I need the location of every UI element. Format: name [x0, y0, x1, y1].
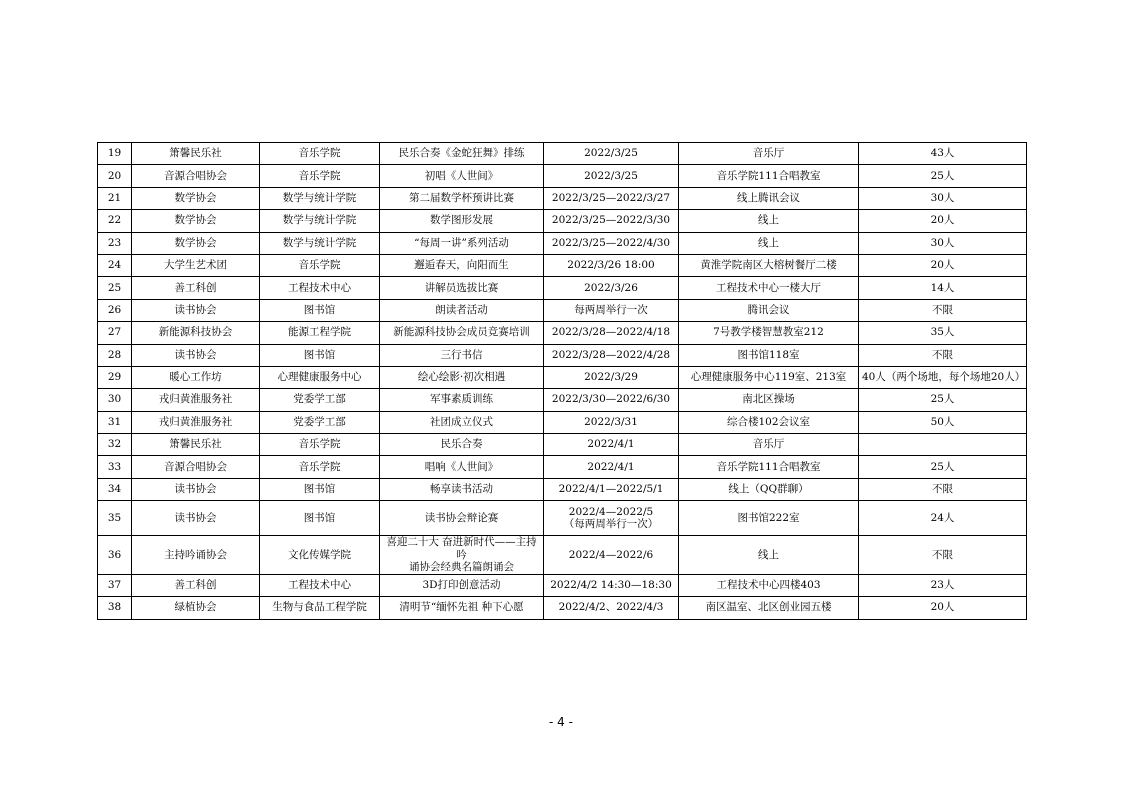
activity-time-cell: 2022/4/2 14:30—18:30 [544, 574, 679, 596]
activity-time-cell: 2022/4/1 [544, 434, 679, 456]
activity-time-cell: 2022/3/25—2022/4/30 [544, 232, 679, 254]
club-name-cell: 新能源科技协会 [132, 322, 260, 344]
activity-time-cell: 2022/4—2022/6 [544, 536, 679, 575]
club-name-cell: 读书协会 [132, 344, 260, 366]
club-name-cell: 绿植协会 [132, 597, 260, 619]
table-body [98, 143, 1027, 620]
activity-time-cell [544, 501, 679, 536]
table-row [98, 210, 1027, 232]
activity-place-cell: 工程技术中心一楼大厅 [679, 277, 859, 299]
supervising-unit-cell: 图书馆 [260, 501, 380, 536]
club-name-cell: 戎归黄淮服务社 [132, 411, 260, 433]
supervising-unit-cell: 工程技术中心 [260, 277, 380, 299]
supervising-unit-cell: 音乐学院 [260, 143, 380, 165]
participant-count-cell: 不限 [859, 299, 1027, 321]
club-name-cell: 暖心工作坊 [132, 366, 260, 388]
activity-place-cell: 音乐学院111合唱教室 [679, 165, 859, 187]
table-row [98, 344, 1027, 366]
supervising-unit-cell: 文化传媒学院 [260, 536, 380, 575]
activity-name-cell: 军事素质训练 [380, 389, 544, 411]
participant-count-cell: 不限 [859, 536, 1027, 575]
activity-name-cell: 读书协会辩论赛 [380, 501, 544, 536]
participant-count-cell: 20人 [859, 254, 1027, 276]
row-number-cell: 29 [98, 366, 132, 388]
activity-time-cell: 2022/3/25 [544, 143, 679, 165]
activity-name-cell: 绘心绘影·初次相遇 [380, 366, 544, 388]
activity-name-cell: 三行书信 [380, 344, 544, 366]
club-name-cell: 箫馨民乐社 [132, 143, 260, 165]
club-name-cell: 大学生艺术团 [132, 254, 260, 276]
participant-count-cell: 43人 [859, 143, 1027, 165]
row-number-cell: 24 [98, 254, 132, 276]
activity-name-cell: 新能源科技协会成员竞赛培训 [380, 322, 544, 344]
activity-place-cell: 音乐厅 [679, 434, 859, 456]
activity-name-cell: 讲解员选拔比赛 [380, 277, 544, 299]
activity-place-cell: 心理健康服务中心119室、213室 [679, 366, 859, 388]
club-name-cell: 数学协会 [132, 232, 260, 254]
table-row [98, 277, 1027, 299]
participant-count-cell: 20人 [859, 210, 1027, 232]
activity-name-line-1: 喜迎二十大 奋进新时代——主持吟 [386, 536, 537, 561]
activity-name-cell: 朗读者活动 [380, 299, 544, 321]
activity-place-cell: 7号教学楼智慧教室212 [679, 322, 859, 344]
activity-time-cell: 2022/3/29 [544, 366, 679, 388]
participant-count-cell [859, 434, 1027, 456]
row-number-cell: 23 [98, 232, 132, 254]
table-row [98, 574, 1027, 596]
club-name-cell: 箫馨民乐社 [132, 434, 260, 456]
supervising-unit-cell: 数学与统计学院 [260, 210, 380, 232]
participant-count-cell: 14人 [859, 277, 1027, 299]
participant-count-cell: 不限 [859, 478, 1027, 500]
activity-place-cell: 音乐学院111合唱教室 [679, 456, 859, 478]
row-number-cell: 21 [98, 187, 132, 209]
activity-time-cell: 2022/4/1 [544, 456, 679, 478]
activity-time-line-2: （每两周举行一次） [563, 518, 659, 531]
table-row [98, 501, 1027, 536]
supervising-unit-cell: 数学与统计学院 [260, 232, 380, 254]
row-number-cell: 36 [98, 536, 132, 575]
activity-name-cell: 畅享读书活动 [380, 478, 544, 500]
row-number-cell: 22 [98, 210, 132, 232]
activity-name-cell: 初唱《人世间》 [380, 165, 544, 187]
activity-name-cell: 邂逅春天，向阳而生 [380, 254, 544, 276]
events-table [97, 142, 1027, 620]
activity-name-cell [380, 536, 544, 575]
participant-count-cell: 23人 [859, 574, 1027, 596]
activity-place-cell: 南北区操场 [679, 389, 859, 411]
participant-count-cell: 35人 [859, 322, 1027, 344]
club-name-cell: 戎归黄淮服务社 [132, 389, 260, 411]
participant-count-cell: 不限 [859, 344, 1027, 366]
activity-place-cell: 线上（QQ群聊） [679, 478, 859, 500]
activity-place-cell: 线上 [679, 210, 859, 232]
activity-name-cell: “每周一讲”系列活动 [380, 232, 544, 254]
activity-place-cell: 图书馆222室 [679, 501, 859, 536]
supervising-unit-cell: 音乐学院 [260, 165, 380, 187]
table-row [98, 165, 1027, 187]
activity-time-cell: 2022/3/28—2022/4/28 [544, 344, 679, 366]
activity-place-cell: 线上 [679, 232, 859, 254]
supervising-unit-cell: 图书馆 [260, 478, 380, 500]
supervising-unit-cell: 生物与食品工程学院 [260, 597, 380, 619]
row-number-cell: 34 [98, 478, 132, 500]
row-number-cell: 33 [98, 456, 132, 478]
activity-time-cell: 2022/3/26 [544, 277, 679, 299]
activity-time-cell: 2022/4/2、2022/4/3 [544, 597, 679, 619]
activity-place-cell: 线上腾讯会议 [679, 187, 859, 209]
table-row [98, 366, 1027, 388]
activity-place-cell: 图书馆118室 [679, 344, 859, 366]
activity-time-cell: 每两周举行一次 [544, 299, 679, 321]
table-row [98, 597, 1027, 619]
supervising-unit-cell: 党委学工部 [260, 411, 380, 433]
club-name-cell: 主持吟诵协会 [132, 536, 260, 575]
activity-place-cell: 综合楼102会议室 [679, 411, 859, 433]
activity-name-cell: 清明节“缅怀先祖 种下心愿 [380, 597, 544, 619]
table-row [98, 143, 1027, 165]
activity-time-cell: 2022/3/31 [544, 411, 679, 433]
supervising-unit-cell: 音乐学院 [260, 254, 380, 276]
row-number-cell: 26 [98, 299, 132, 321]
row-number-cell: 35 [98, 501, 132, 536]
row-number-cell: 30 [98, 389, 132, 411]
participant-count-cell: 25人 [859, 389, 1027, 411]
activity-time-cell: 2022/3/28—2022/4/18 [544, 322, 679, 344]
table-row [98, 434, 1027, 456]
row-number-cell: 31 [98, 411, 132, 433]
activity-place-cell: 工程技术中心四楼403 [679, 574, 859, 596]
activity-name-cell: 第二届数学杯预讲比赛 [380, 187, 544, 209]
supervising-unit-cell: 党委学工部 [260, 389, 380, 411]
supervising-unit-cell: 工程技术中心 [260, 574, 380, 596]
table-row [98, 299, 1027, 321]
activity-name-cell: 民乐合奏 [380, 434, 544, 456]
row-number-cell: 28 [98, 344, 132, 366]
row-number-cell: 19 [98, 143, 132, 165]
activity-time-cell: 2022/4/1—2022/5/1 [544, 478, 679, 500]
club-name-cell: 数学协会 [132, 187, 260, 209]
activity-time-cell: 2022/3/25—2022/3/30 [544, 210, 679, 232]
club-name-cell: 读书协会 [132, 501, 260, 536]
row-number-cell: 37 [98, 574, 132, 596]
participant-count-cell: 24人 [859, 501, 1027, 536]
row-number-cell: 20 [98, 165, 132, 187]
activity-time-line-1: 2022/4—2022/5 [568, 505, 654, 518]
supervising-unit-cell: 图书馆 [260, 344, 380, 366]
row-number-cell: 25 [98, 277, 132, 299]
supervising-unit-cell: 音乐学院 [260, 434, 380, 456]
activity-time-cell: 2022/3/25—2022/3/27 [544, 187, 679, 209]
activity-name-cell: 唱响《人世间》 [380, 456, 544, 478]
participant-count-cell: 25人 [859, 165, 1027, 187]
activity-place-cell: 南区温室、北区创业园五楼 [679, 597, 859, 619]
activity-place-cell: 黄淮学院南区大榕树餐厅二楼 [679, 254, 859, 276]
supervising-unit-cell: 能源工程学院 [260, 322, 380, 344]
row-number-cell: 38 [98, 597, 132, 619]
activity-time-cell: 2022/3/30—2022/6/30 [544, 389, 679, 411]
page-number: - 4 - [549, 715, 573, 729]
participant-count-cell: 50人 [859, 411, 1027, 433]
activity-name-cell: 社团成立仪式 [380, 411, 544, 433]
supervising-unit-cell: 音乐学院 [260, 456, 380, 478]
table-row [98, 187, 1027, 209]
activity-time-cell: 2022/3/25 [544, 165, 679, 187]
club-name-cell: 读书协会 [132, 299, 260, 321]
table-row [98, 232, 1027, 254]
supervising-unit-cell: 数学与统计学院 [260, 187, 380, 209]
row-number-cell: 27 [98, 322, 132, 344]
table-row [98, 456, 1027, 478]
table-row [98, 478, 1027, 500]
participant-count-cell: 25人 [859, 456, 1027, 478]
club-name-cell: 读书协会 [132, 478, 260, 500]
table-row [98, 536, 1027, 575]
participant-count-cell: 40人（两个场地，每个场地20人） [859, 366, 1027, 388]
participant-count-cell: 30人 [859, 187, 1027, 209]
activity-place-cell: 音乐厅 [679, 143, 859, 165]
activity-name-cell: 民乐合奏《金蛇狂舞》排练 [380, 143, 544, 165]
activity-name-cell: 3D打印创意活动 [380, 574, 544, 596]
club-name-cell: 音源合唱协会 [132, 456, 260, 478]
table-row [98, 411, 1027, 433]
activity-name-line-2: 诵协会经典名篇朗诵会 [409, 561, 514, 574]
table-row [98, 389, 1027, 411]
club-name-cell: 善工科创 [132, 277, 260, 299]
activity-place-cell: 腾讯会议 [679, 299, 859, 321]
row-number-cell: 32 [98, 434, 132, 456]
supervising-unit-cell: 图书馆 [260, 299, 380, 321]
activity-name-cell: 数学图形发展 [380, 210, 544, 232]
participant-count-cell: 30人 [859, 232, 1027, 254]
activity-place-cell: 线上 [679, 536, 859, 575]
participant-count-cell: 20人 [859, 597, 1027, 619]
club-name-cell: 善工科创 [132, 574, 260, 596]
club-name-cell: 数学协会 [132, 210, 260, 232]
table-row [98, 322, 1027, 344]
club-name-cell: 音源合唱协会 [132, 165, 260, 187]
supervising-unit-cell: 心理健康服务中心 [260, 366, 380, 388]
table-row [98, 254, 1027, 276]
activity-time-cell: 2022/3/26 18:00 [544, 254, 679, 276]
